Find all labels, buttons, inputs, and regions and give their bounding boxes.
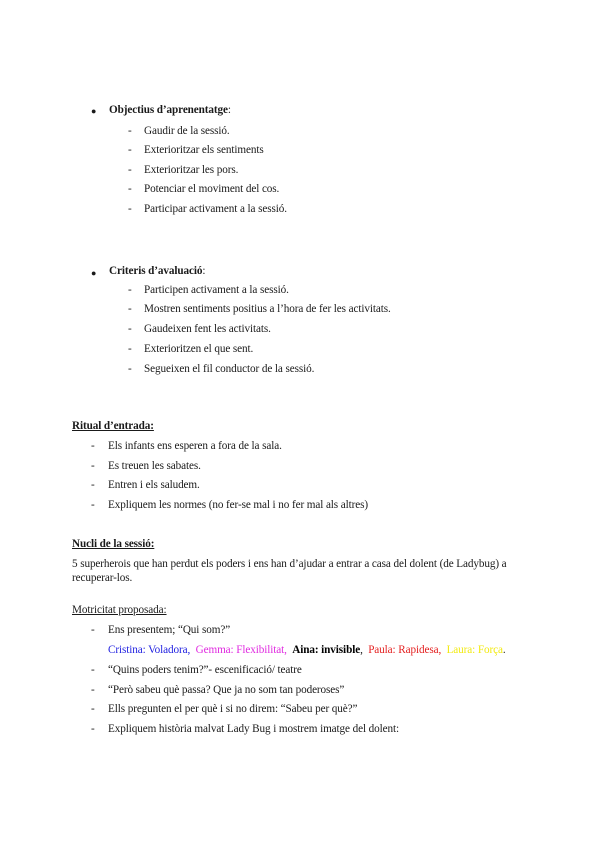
- dash-icon: -: [128, 284, 132, 296]
- nucli-paragraph-line: 5 superherois que han perdut els poders i ens han d’ajudar a entrar a casa del dolent (de Ladybug) a: [72, 558, 507, 570]
- objectives-heading-line: [109, 103, 231, 117]
- hero-cristina: Cristina: Voladora,: [108, 644, 191, 656]
- dash-icon: -: [128, 164, 132, 176]
- hero-aina: Aina: invisible: [292, 644, 361, 656]
- dash-icon: -: [128, 183, 132, 195]
- nucli-paragraph-line: recuperar-los.: [72, 572, 133, 584]
- dash-icon: -: [91, 664, 95, 676]
- objective-item: Participar activament a la sessió.: [144, 203, 287, 215]
- hero-gemma: Gemma: Flexibilitat,: [195, 644, 287, 656]
- ritual-item: Expliquem les normes (no fer-se mal i no fer mal als altres): [108, 499, 369, 511]
- dash-icon: -: [128, 303, 132, 315]
- motricitat-heading: Motricitat proposada:: [72, 604, 167, 616]
- criteria-item: Exterioritzen el que sent.: [144, 343, 254, 355]
- hero-paula: Paula: Rapidesa,: [368, 644, 442, 656]
- objective-item: Gaudir de la sessió.: [144, 125, 230, 137]
- ritual-item: Els infants ens esperen a fora de la sala.: [108, 440, 282, 452]
- objective-item: Potenciar el moviment del cos.: [144, 183, 280, 195]
- criteria-item: Segueixen el fil conductor de la sessió.: [144, 363, 315, 375]
- bullet-icon: ●: [91, 268, 97, 278]
- ritual-item: Entren i els saludem.: [108, 479, 200, 491]
- motricitat-item: Ells pregunten el per què i si no direm: “Sabeu per què?”: [108, 703, 358, 715]
- dash-icon: -: [128, 203, 132, 215]
- criteria-heading: Criteris d’avaluació: [109, 265, 203, 277]
- bullet-icon: ●: [91, 106, 97, 116]
- motricitat-item: “Però sabeu què passa? Que ja no som tan poderoses”: [108, 684, 345, 696]
- criteria-heading-line: [109, 264, 205, 278]
- dash-icon: -: [91, 499, 95, 511]
- motricitat-item: “Quins poders tenim?”- escenificació/ teatre: [108, 664, 302, 676]
- dash-icon: -: [128, 144, 132, 156]
- comma: ,: [360, 644, 363, 656]
- criteria-item: Mostren sentiments positius a l’hora de fer les activitats.: [144, 303, 391, 315]
- ritual-heading: Ritual d’entrada:: [72, 420, 154, 432]
- objective-item: Exterioritzar els sentiments: [144, 144, 264, 156]
- dash-icon: -: [91, 479, 95, 491]
- objective-item: Exterioritzar les pors.: [144, 164, 239, 176]
- criteria-item: Gaudeixen fent les activitats.: [144, 323, 271, 335]
- dash-icon: -: [128, 125, 132, 137]
- ritual-item: Es treuen les sabates.: [108, 460, 201, 472]
- criteria-item: Participen activament a la sessió.: [144, 284, 289, 296]
- dash-icon: -: [91, 460, 95, 472]
- dash-icon: -: [128, 363, 132, 375]
- dash-icon: -: [91, 723, 95, 735]
- heroes-line: [108, 643, 506, 657]
- motricitat-item: Ens presentem; “Qui som?”: [108, 624, 231, 636]
- dash-icon: -: [91, 684, 95, 696]
- dash-icon: -: [91, 703, 95, 715]
- dash-icon: -: [91, 624, 95, 636]
- hero-laura: Laura: Força: [446, 644, 503, 656]
- colon: :: [227, 104, 231, 116]
- dash-icon: -: [91, 440, 95, 452]
- colon: :: [202, 265, 206, 277]
- objectives-heading: Objectius d’aprenentatge: [109, 104, 228, 116]
- dash-icon: -: [128, 323, 132, 335]
- period: .: [502, 644, 506, 656]
- nucli-heading: Nucli de la sessió:: [72, 538, 155, 550]
- dash-icon: -: [128, 343, 132, 355]
- motricitat-item: Expliquem història malvat Lady Bug i mostrem imatge del dolent:: [108, 723, 400, 735]
